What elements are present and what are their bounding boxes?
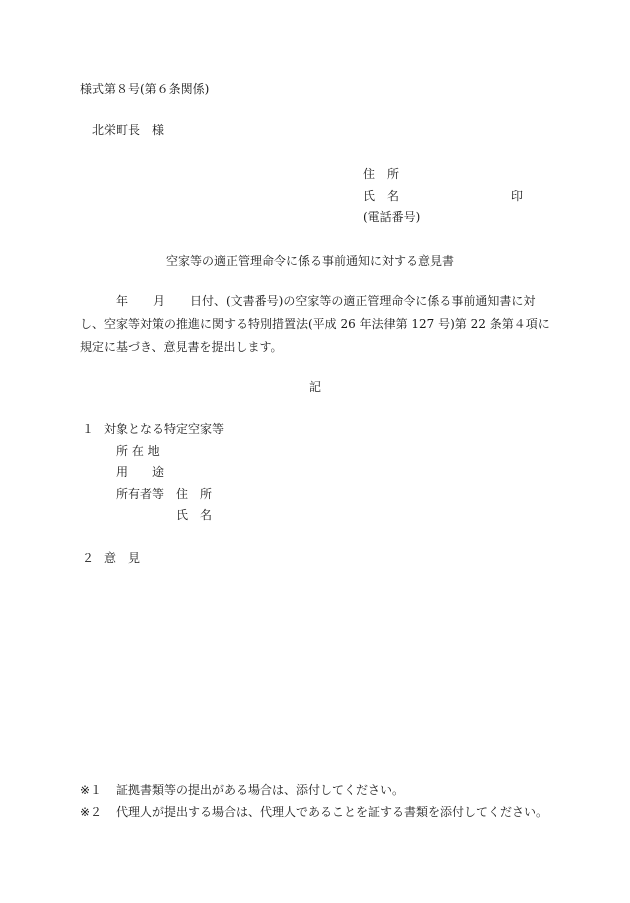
document-title: 空家等の適正管理命令に係る事前通知に対する意見書 — [166, 254, 455, 268]
body-line-2: し、空家等対策の推進に関する特別措置法(平成 26 年法律第 127 号)第 22 条第４項に — [80, 317, 550, 331]
location-label: 所 在 地 — [116, 444, 160, 458]
body-line-3: 規定に基づき、意見書を提出します。 — [80, 340, 283, 354]
applicant-name-label: 氏 名 — [363, 189, 400, 203]
date-month-label: 月 — [153, 294, 166, 308]
phone-label: (電話番号) — [363, 210, 421, 224]
addressee: 北栄町長 様 — [92, 123, 165, 137]
note-1-text: 証拠書類等の提出がある場合は、添付してください。 — [116, 783, 405, 797]
owner-name-label: 氏 名 — [176, 508, 213, 522]
section-1-number: １ — [82, 422, 95, 436]
applicant-address-label: 住 所 — [363, 167, 400, 181]
form-number: 様式第８号(第６条関係) — [80, 82, 210, 96]
seal-label: 印 — [511, 189, 524, 203]
owner-address-label: 住 所 — [176, 487, 213, 501]
section-2-heading: 意 見 — [104, 551, 141, 565]
use-label: 用 途 — [116, 465, 165, 479]
note-1-mark: ※１ — [80, 783, 103, 797]
note-2-text: 代理人が提出する場合は、代理人であることを証する書類を添付してください。 — [116, 805, 549, 819]
note-2-mark: ※２ — [80, 805, 103, 819]
ki-heading: 記 — [309, 380, 322, 394]
date-year-label: 年 — [116, 294, 129, 308]
owner-label: 所有者等 — [116, 487, 165, 501]
section-2-number: ２ — [82, 551, 95, 565]
body-line-1: 日付、(文書番号)の空家等の適正管理命令に係る事前通知書に対 — [190, 294, 536, 308]
section-1-heading: 対象となる特定空家等 — [104, 422, 225, 436]
